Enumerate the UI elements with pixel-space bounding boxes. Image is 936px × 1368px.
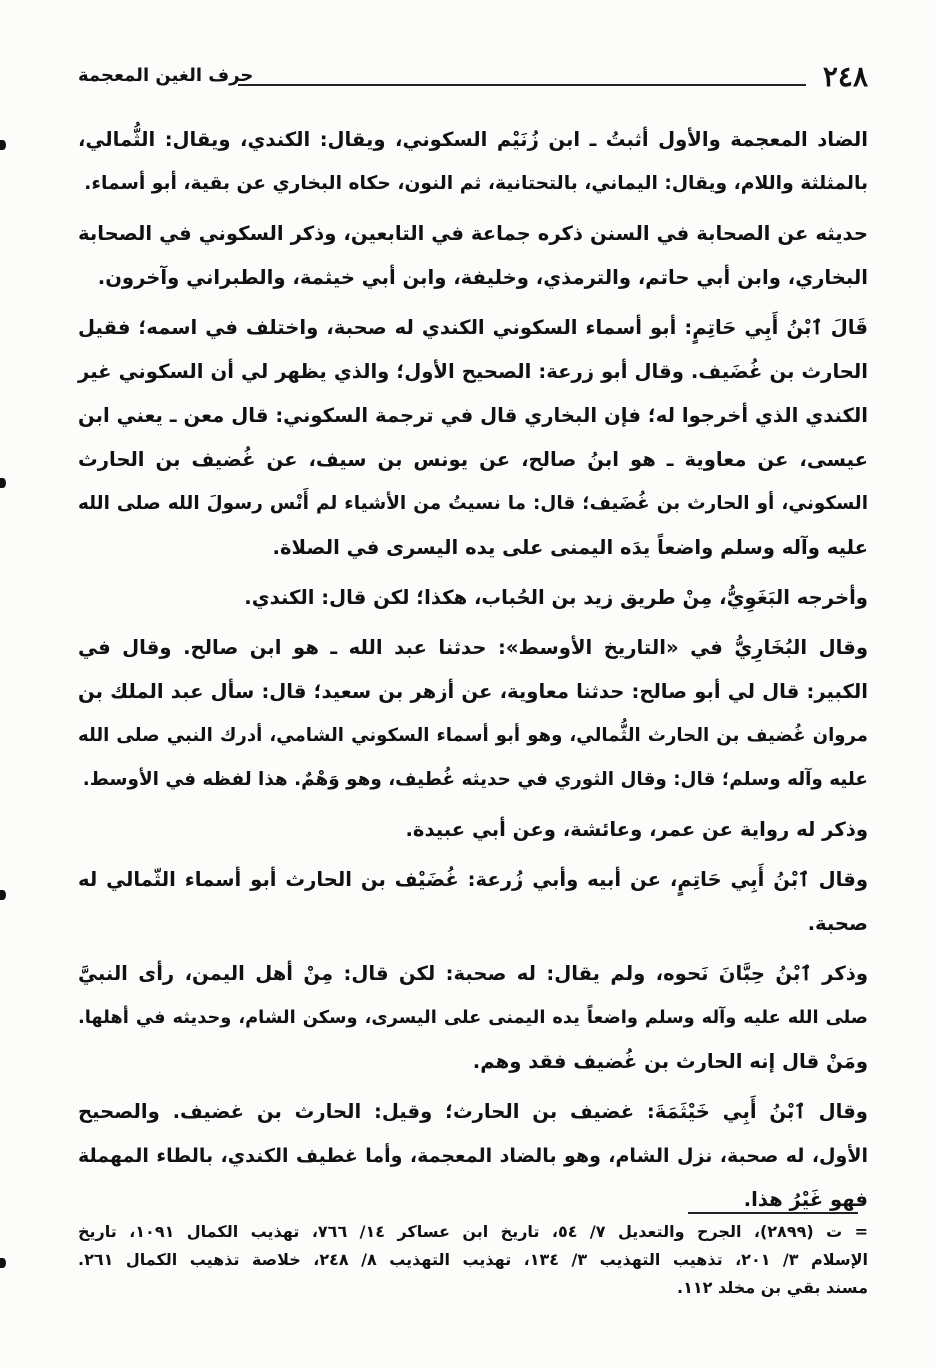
- text-line: عليه وآله وسلم؛ قال: وقال الثوري في حديثه غُطيف، وهو وَهْمٌ. هذا لفظه في الأوسط.: [82, 769, 868, 790]
- paragraph-7: [78, 858, 868, 946]
- binding-mark: [0, 478, 6, 488]
- text-line: وذكر ٱبْنُ حِبَّانَ نَحوه، ولم يقال: له صحبة: لكن قال: مِنْ أهل اليمن، رأى النبيَّ: [78, 962, 868, 985]
- text-line: صلى الله عليه وآله وسلم واضعاً يده اليمنى على اليسرى، وسكن الشام، وحديثه في أهلها.: [78, 1007, 868, 1028]
- main-text: [78, 118, 868, 1228]
- footnote-rule: [688, 1212, 858, 1214]
- binding-mark: [0, 890, 6, 900]
- paragraph-3: [78, 306, 868, 570]
- text-line: الأول، له صحبة، نزل الشام، وهو بالضاد المعجمة، وأما غطيف الكندي، بالطاء المهملة: [78, 1145, 868, 1167]
- paragraph-4: [78, 576, 868, 620]
- paragraph-8: [78, 952, 868, 1084]
- text-line: وقال البُخَارِيُّ في «التاريخ الأوسط»: حدثنا عبد الله ـ هو ابن صالح. وقال في: [78, 636, 868, 659]
- paragraph-9: [78, 1090, 868, 1222]
- paragraph-2: [78, 212, 868, 300]
- text-line: حديثه عن الصحابة في السنن ذكره جماعة في التابعين، وذكر السكوني في الصحابة: [78, 222, 868, 245]
- footnote-line: الإسلام ٣/ ٢٠١، تذهيب التهذيب ٣/ ١٣٤، تهذيب التهذيب ٨/ ٢٤٨، خلاصة تذهيب الكمال ٢٦١.: [78, 1250, 869, 1269]
- paragraph-1: [78, 118, 868, 206]
- text-line: الكندي الذي أخرجوا له؛ فإن البخاري قال في ترجمة السكوني: قال معن ـ يعني ابن: [78, 404, 868, 427]
- binding-mark: [0, 140, 6, 150]
- text-line: الضاد المعجمة والأول أثبتُ ـ ابن زُنَيْم السكوني، ويقال: الكندي، ويقال: الثُّمالي،: [78, 128, 868, 151]
- text-line: وقال ٱبْنُ أَبِي حَاتِمٍ، عن أبيه وأبي زُرعة: غُضَيْف بن الحارث أبو أسماء الثّمالي له: [78, 868, 868, 891]
- footnote-line: مسند بقي بن مخلد ١١٢.: [677, 1278, 868, 1297]
- header-rule: [238, 84, 806, 86]
- chapter-title: حرف الغين المعجمة: [78, 65, 254, 86]
- page-header: [78, 62, 868, 92]
- paragraph-5: [78, 626, 868, 802]
- paragraph-6: [78, 808, 868, 852]
- text-line: مروان غُضيف بن الحارث الثُّمالي، وهو أبو أسماء السكوني الشامي، أدرك النبي صلى الله: [78, 725, 868, 746]
- text-line: ومَنْ قال إنه الحارث بن غُضيف فقد وهم.: [472, 1050, 868, 1073]
- text-line: قَالَ ٱبْنُ أَبِي حَاتِمٍ: أبو أسماء السكوني الكندي له صحبة، واختلف في اسمه؛ فقيل: [78, 316, 868, 339]
- text-line: وذكر له رواية عن عمر، وعائشة، وعن أبي عبيدة.: [405, 818, 868, 841]
- text-line: عيسى، عن معاوية ـ هو ابنُ صالح، عن يونس بن سيف، عن غُضيف بن الحارث: [78, 448, 868, 471]
- text-line: وأخرجه البَغَوِيُّ، مِنْ طريق زيد بن الحُباب، هكذا؛ لكن قال: الكندي.: [244, 586, 868, 609]
- text-line: وقال ٱبْنُ أَبِي خَيْثَمَةَ: غضيف بن الحارث؛ وقيل: الحارث بن غضيف. والصحيح: [78, 1100, 868, 1123]
- text-line: البخاري، وابن أبي حاتم، والترمذي، وخليفة، وابن أبي خيثمة، والطبراني وآخرون.: [97, 266, 868, 289]
- text-line: صحبة.: [807, 912, 868, 935]
- text-line: الكبير: قال لي أبو صالح: حدثنا معاوية، عن أزهر بن سعيد؛ قال: سأل عبد الملك بن: [78, 680, 868, 703]
- text-line: بالمثلثة واللام، ويقال: اليماني، بالتحتانية، ثم النون، حكاه البخاري عن بقية، أبو أسماء.: [84, 173, 868, 194]
- footnote-line: = ت (٢٨٩٩)، الجرح والتعديل ٧/ ٥٤، تاريخ ابن عساكر ١٤/ ٧٦٦، تهذيب الكمال ١٠٩١، تاريخ: [78, 1222, 869, 1241]
- footnotes: [78, 1218, 868, 1302]
- text-line: السكوني، أو الحارث بن غُضَيف؛ قال: ما نسيتُ من الأشياء لم أَنْس رسولَ الله صلى الله: [78, 493, 868, 514]
- text-line: عليه وآله وسلم واضعاً يدَه اليمنى على يده اليسرى في الصلاة.: [272, 536, 868, 559]
- text-line: الحارث بن غُضَيف. وقال أبو زرعة: الصحيح الأول؛ والذي يظهر لي أن السكوني غير: [78, 360, 868, 383]
- binding-mark: [0, 1258, 6, 1268]
- text-line: فهو غَيْرُ هذا.: [743, 1188, 868, 1211]
- page-number: ٢٤٨: [822, 60, 868, 93]
